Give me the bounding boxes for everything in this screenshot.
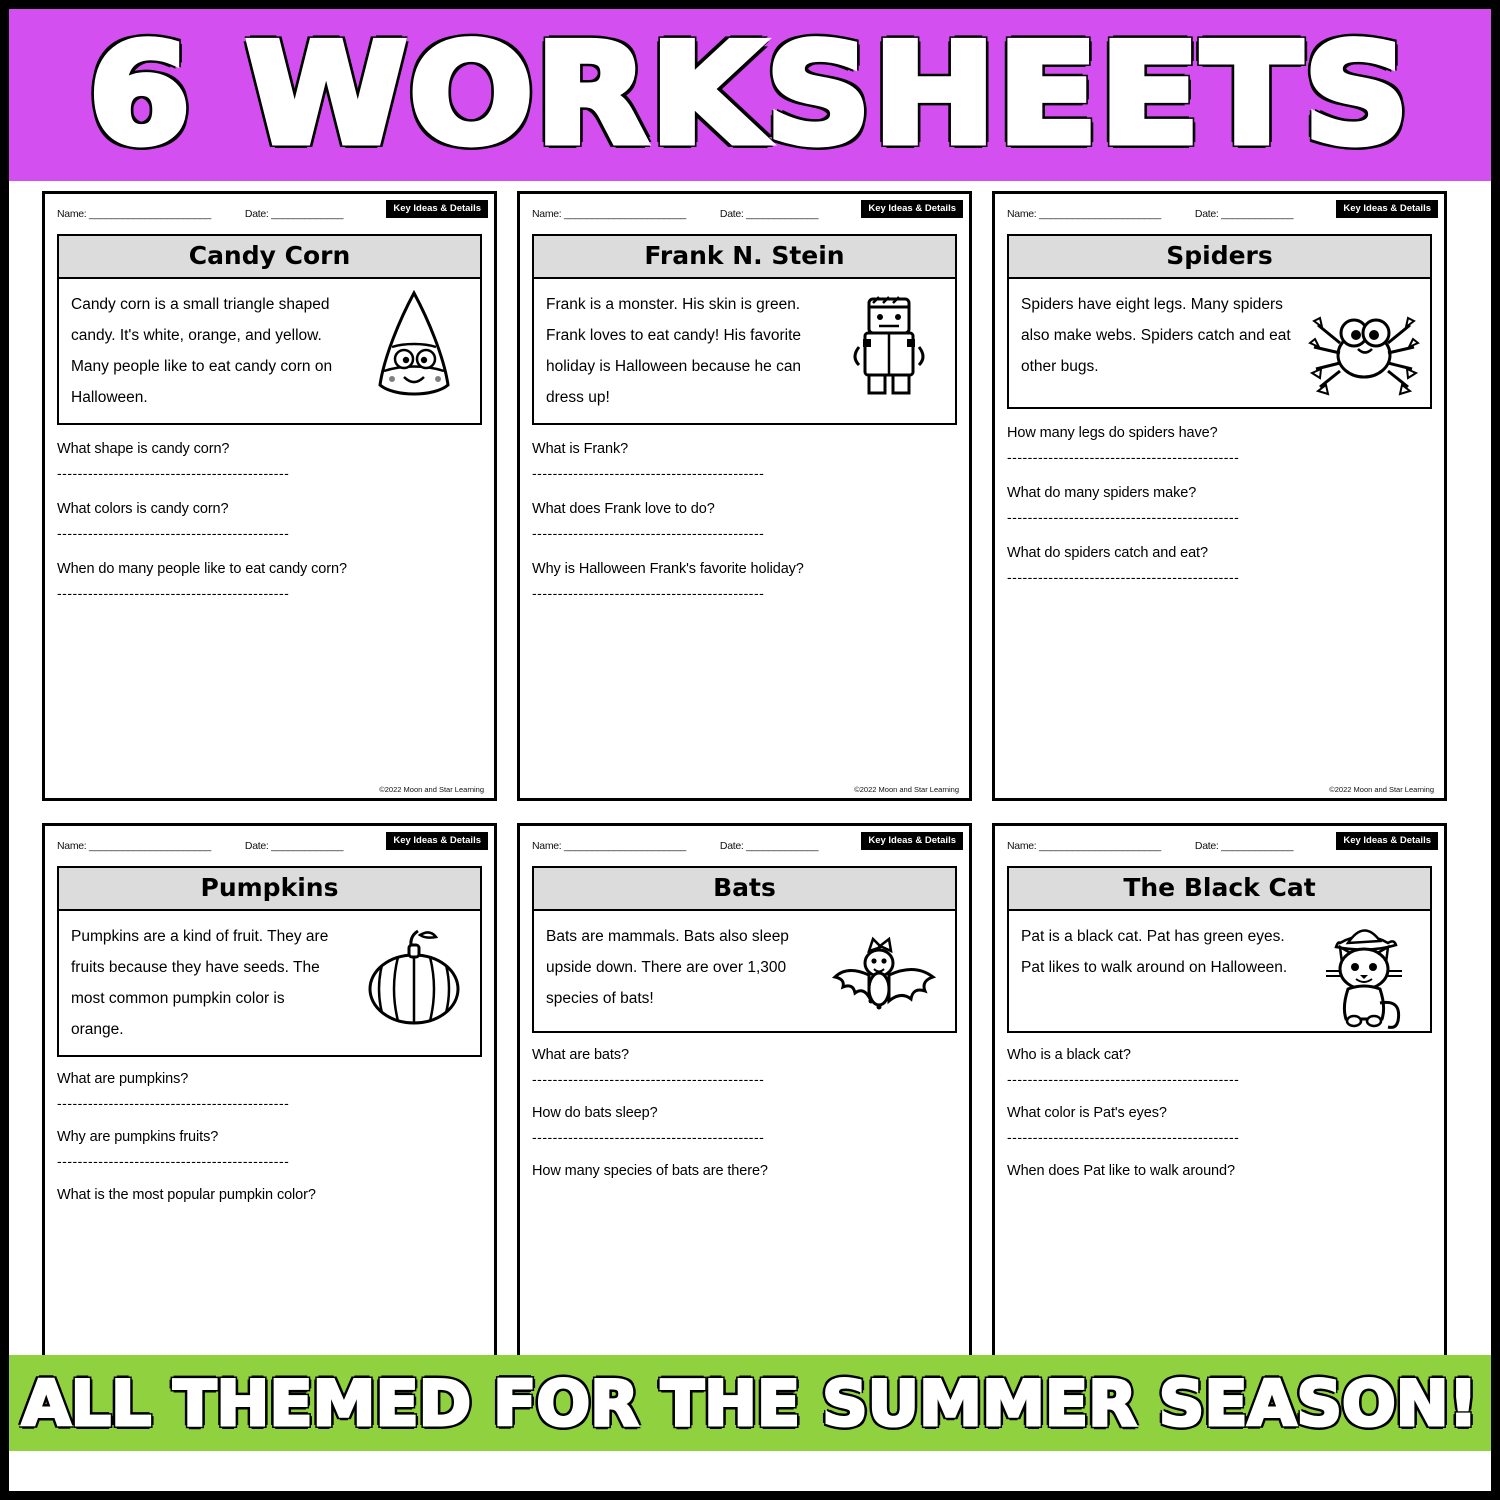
question-text: What color is Pat's eyes? — [1007, 1105, 1167, 1121]
worksheet-the-black-cat[interactable] — [992, 823, 1447, 1383]
question-text: What are bats? — [532, 1047, 629, 1063]
date-field-label: Date: _____________ — [1194, 840, 1294, 852]
answer-line[interactable]: --------------------------------------------- — [1007, 569, 1240, 585]
answer-line[interactable]: --------------------------------------------- — [532, 1071, 765, 1087]
passage-title: Candy Corn — [59, 236, 480, 279]
passage-title: The Black Cat — [1009, 868, 1430, 911]
question-block — [57, 501, 482, 541]
frankenstein-icon — [829, 285, 949, 405]
question-block — [1007, 1163, 1432, 1179]
question-block — [532, 441, 957, 481]
question-block — [1007, 425, 1432, 465]
questions-list — [1007, 425, 1432, 585]
passage-body — [534, 279, 955, 423]
spider-icon — [1304, 285, 1424, 405]
answer-line[interactable]: --------------------------------------------- — [1007, 1129, 1240, 1145]
sheet-header — [1007, 204, 1432, 224]
passage-title: Frank N. Stein — [534, 236, 955, 279]
question-text: What do many spiders make? — [1007, 485, 1197, 501]
passage-box — [532, 866, 957, 1033]
copyright-text: ©2022 Moon and Star Learning — [379, 785, 484, 794]
standard-badge: Key Ideas & Details — [1336, 832, 1438, 850]
worksheet-frank-n-stein[interactable] — [517, 191, 972, 801]
questions-list — [57, 441, 482, 601]
passage-body — [1009, 279, 1430, 407]
answer-line[interactable]: --------------------------------------------- — [57, 525, 290, 541]
answer-line[interactable]: --------------------------------------------- — [532, 585, 765, 601]
worksheet-bats[interactable] — [517, 823, 972, 1383]
name-field-label: Name: ______________________ — [532, 208, 686, 220]
passage-title: Spiders — [1009, 236, 1430, 279]
question-block — [1007, 1105, 1432, 1145]
passage-text: Bats are mammals. Bats also sleep upside down. There are over 1,300 species of bats! — [546, 928, 789, 1007]
standard-badge: Key Ideas & Details — [386, 832, 488, 850]
date-field-label: Date: _____________ — [719, 208, 819, 220]
passage-body — [1009, 911, 1430, 1031]
passage-box — [57, 866, 482, 1057]
date-field-label: Date: _____________ — [244, 208, 344, 220]
question-block — [1007, 1047, 1432, 1087]
question-text: How do bats sleep? — [532, 1105, 658, 1121]
answer-line[interactable]: --------------------------------------------- — [57, 1153, 290, 1169]
question-block — [57, 1187, 482, 1203]
bottom-banner — [9, 1355, 1491, 1451]
pumpkin-icon — [354, 917, 474, 1037]
worksheet-grid — [42, 191, 1462, 1383]
question-block — [1007, 485, 1432, 525]
answer-line[interactable]: --------------------------------------------- — [1007, 509, 1240, 525]
passage-title: Pumpkins — [59, 868, 480, 911]
question-block — [57, 1071, 482, 1111]
question-block — [57, 561, 482, 601]
worksheet-candy-corn[interactable] — [42, 191, 497, 801]
question-block — [532, 1047, 957, 1087]
name-field-label: Name: ______________________ — [57, 208, 211, 220]
answer-line[interactable]: --------------------------------------------- — [532, 525, 765, 541]
top-banner — [9, 9, 1491, 181]
question-text: What shape is candy corn? — [57, 441, 230, 457]
standard-badge: Key Ideas & Details — [386, 200, 488, 218]
passage-text: Pumpkins are a kind of fruit. They are fruits because they have seeds. The most common pumpkin color is orange. — [71, 928, 329, 1038]
copyright-text: ©2022 Moon and Star Learning — [1329, 785, 1434, 794]
sheet-header — [532, 836, 957, 856]
question-block — [57, 441, 482, 481]
answer-line[interactable]: --------------------------------------------- — [1007, 1071, 1240, 1087]
answer-line[interactable]: --------------------------------------------- — [57, 1095, 290, 1111]
date-field-label: Date: _____________ — [719, 840, 819, 852]
question-text: What is the most popular pumpkin color? — [57, 1187, 316, 1203]
passage-title: Bats — [534, 868, 955, 911]
question-text: How many species of bats are there? — [532, 1163, 768, 1179]
date-field-label: Date: _____________ — [1194, 208, 1294, 220]
question-text: What do spiders catch and eat? — [1007, 545, 1208, 561]
passage-text: Candy corn is a small triangle shaped candy. It's white, orange, and yellow. Many people like to eat candy corn on Halloween. — [71, 296, 333, 406]
passage-box — [57, 234, 482, 425]
question-block — [532, 1105, 957, 1145]
name-field-label: Name: ______________________ — [1007, 840, 1161, 852]
standard-badge: Key Ideas & Details — [861, 832, 963, 850]
sheet-header — [1007, 836, 1432, 856]
passage-text: Pat is a black cat. Pat has green eyes. Pat likes to walk around on Halloween. — [1021, 928, 1288, 976]
questions-list — [57, 1071, 482, 1203]
answer-line[interactable]: --------------------------------------------- — [57, 585, 290, 601]
sheet-header — [57, 836, 482, 856]
question-block — [57, 1129, 482, 1169]
question-text: Who is a black cat? — [1007, 1047, 1131, 1063]
name-field-label: Name: ______________________ — [532, 840, 686, 852]
standard-badge: Key Ideas & Details — [861, 200, 963, 218]
candy-corn-icon — [354, 285, 474, 405]
question-block — [532, 501, 957, 541]
questions-list — [532, 441, 957, 601]
question-text: When do many people like to eat candy corn? — [57, 561, 347, 577]
black-cat-icon — [1304, 917, 1424, 1037]
questions-list — [1007, 1047, 1432, 1179]
passage-body — [534, 911, 955, 1031]
passage-text: Spiders have eight legs. Many spiders also make webs. Spiders catch and eat other bugs. — [1021, 296, 1291, 375]
bottom-banner-title: ALL THEMED FOR THE SUMMER SEASON! — [22, 1366, 1478, 1440]
name-field-label: Name: ______________________ — [1007, 208, 1161, 220]
worksheet-pumpkins[interactable] — [42, 823, 497, 1383]
answer-line[interactable]: --------------------------------------------- — [532, 465, 765, 481]
standard-badge: Key Ideas & Details — [1336, 200, 1438, 218]
question-text: When does Pat like to walk around? — [1007, 1163, 1235, 1179]
bat-icon — [829, 917, 949, 1037]
question-text: What are pumpkins? — [57, 1071, 189, 1087]
passage-body — [59, 911, 480, 1055]
question-text: What is Frank? — [532, 441, 629, 457]
answer-line[interactable]: --------------------------------------------- — [57, 465, 290, 481]
name-field-label: Name: ______________________ — [57, 840, 211, 852]
worksheet-spiders[interactable] — [992, 191, 1447, 801]
question-text: What does Frank love to do? — [532, 501, 715, 517]
top-banner-title: 6 WORKSHEETS — [88, 14, 1412, 175]
passage-box — [1007, 234, 1432, 409]
question-text: Why are pumpkins fruits? — [57, 1129, 219, 1145]
question-block — [532, 1163, 957, 1179]
sheet-header — [532, 204, 957, 224]
passage-body — [59, 279, 480, 423]
question-text: What colors is candy corn? — [57, 501, 229, 517]
date-field-label: Date: _____________ — [244, 840, 344, 852]
passage-box — [532, 234, 957, 425]
question-text: How many legs do spiders have? — [1007, 425, 1218, 441]
answer-line[interactable]: --------------------------------------------- — [1007, 449, 1240, 465]
copyright-text: ©2022 Moon and Star Learning — [854, 785, 959, 794]
question-text: Why is Halloween Frank's favorite holiday? — [532, 561, 804, 577]
question-block — [1007, 545, 1432, 585]
passage-box — [1007, 866, 1432, 1033]
question-block — [532, 561, 957, 601]
questions-list — [532, 1047, 957, 1179]
passage-text: Frank is a monster. His skin is green. Frank loves to eat candy! His favorite holiday is Halloween because he can dress up! — [546, 296, 802, 406]
answer-line[interactable]: --------------------------------------------- — [532, 1129, 765, 1145]
sheet-header — [57, 204, 482, 224]
